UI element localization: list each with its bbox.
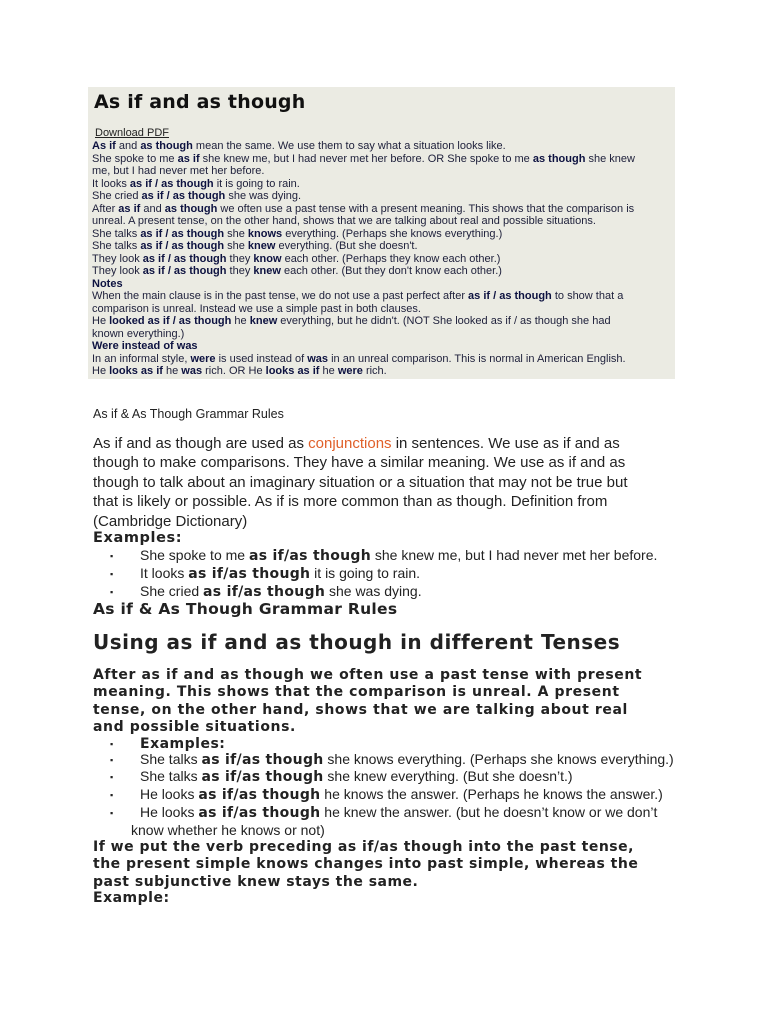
text-span: she was dying. xyxy=(325,583,422,599)
bold-phrase: as if / as though xyxy=(468,290,552,302)
list-item xyxy=(110,547,657,564)
examples2-label: Examples: xyxy=(140,736,226,752)
list-item xyxy=(110,768,573,785)
text-span: (Cambridge Dictionary) xyxy=(93,512,248,530)
paragraph-line xyxy=(93,434,653,453)
bold-phrase: as if xyxy=(118,202,141,215)
paragraph-line: the present simple knows changes into past simple, whereas the xyxy=(93,856,639,873)
text-span: she knew me, but I had never met her before. OR She spoke to me xyxy=(199,152,533,165)
text-span: to show that a xyxy=(551,290,624,302)
bold-phrase: as if / as though xyxy=(140,227,225,240)
bold-phrase: looks as if xyxy=(109,365,163,377)
text-span: they xyxy=(226,265,254,277)
text-span: he xyxy=(162,365,182,377)
text-span: she xyxy=(224,227,248,240)
bold-phrase: knows xyxy=(247,227,283,240)
text-span: Notes xyxy=(92,277,123,290)
bold-phrase: knew xyxy=(253,265,281,277)
box-line xyxy=(92,240,674,253)
text-span: everything. (Perhaps she knows everything.) xyxy=(282,227,503,240)
bold-phrase: as if / as though xyxy=(141,190,226,202)
bold-phrase: as if / as though xyxy=(142,252,227,265)
text-span: though to talk about an imaginary situation or a situation that may not be true but xyxy=(93,473,628,491)
bullet-icon: ▪ xyxy=(110,808,114,819)
text-span: in sentences. We use as if and as xyxy=(391,435,620,452)
text-span: it is going to rain. xyxy=(213,177,300,190)
text-span: She talks xyxy=(92,240,141,252)
paragraph-line xyxy=(93,512,653,531)
bold-phrase: as if/as though xyxy=(198,787,321,803)
text-span: she knew me, but I had never met her before. xyxy=(371,547,658,563)
text-span: He looks xyxy=(140,786,199,802)
bold-phrase: was xyxy=(181,365,203,377)
text-span: and xyxy=(140,202,165,215)
text-span: he knows the answer. (Perhaps he knows the answer.) xyxy=(320,786,663,802)
text-span: everything, but he didn't. (NOT She looked as if / as though she had xyxy=(277,315,611,327)
bold-phrase: as if/as though xyxy=(203,584,326,600)
bold-phrase: as if/as though xyxy=(201,752,324,768)
bold-phrase: As if xyxy=(92,140,116,152)
bold-phrase: as if / as though xyxy=(129,177,214,190)
text-span: known everything.) xyxy=(92,327,185,340)
bullet-icon: ▪ xyxy=(110,739,114,750)
list-item xyxy=(110,786,663,803)
paragraph-line xyxy=(93,473,653,492)
list-item xyxy=(110,583,422,600)
text-span: everything. (But she doesn't. xyxy=(275,240,418,252)
text-span: comparison is unreal. Instead we use a simple past in both clauses. xyxy=(92,302,421,315)
box-line xyxy=(92,228,674,241)
paragraph-line: and possible situations. xyxy=(93,719,296,736)
tenses-heading: Using as if and as though in different Tenses xyxy=(93,630,621,654)
text-span: me, but I had never met her before. xyxy=(92,165,265,177)
text-span: He looks xyxy=(140,804,199,820)
bold-phrase: as if/as though xyxy=(198,805,321,821)
box-line xyxy=(92,365,674,378)
examples-label: Examples: xyxy=(93,530,183,546)
paragraph-line xyxy=(93,492,653,511)
box-line xyxy=(92,265,674,278)
bullet-icon: ▪ xyxy=(110,551,114,562)
text-span: After xyxy=(92,202,119,215)
paragraph-line: tense, on the other hand, shows that we are talking about real xyxy=(93,701,628,718)
text-span: she knows everything. (Perhaps she knows everything.) xyxy=(323,751,674,767)
box-line xyxy=(92,140,674,153)
paragraph-line: past subjunctive knew stays the same. xyxy=(93,873,419,890)
box-line xyxy=(92,203,674,216)
bold-phrase: was xyxy=(307,352,329,365)
section-caption: As if & As Though Grammar Rules xyxy=(93,407,284,421)
box-line xyxy=(92,190,674,203)
grammar-rules-heading: As if & As Though Grammar Rules xyxy=(93,600,398,618)
box-line xyxy=(92,315,674,328)
text-span: It looks xyxy=(140,565,189,581)
text-span: She cried xyxy=(92,190,142,202)
box-subheading xyxy=(92,340,674,353)
box-line xyxy=(92,215,674,228)
text-span: He xyxy=(92,365,110,377)
text-span: she xyxy=(224,240,248,252)
box-line xyxy=(92,178,674,191)
box-line xyxy=(92,253,674,266)
text-span: In an informal style, xyxy=(92,352,191,365)
bold-phrase: as if/as though xyxy=(201,769,324,785)
paragraph-line: After as if and as though we often use a past tense with present xyxy=(93,667,643,683)
examples2-item xyxy=(110,735,225,752)
text-span: she knew everything. (But she doesn’t.) xyxy=(323,768,573,784)
box-line xyxy=(92,290,674,303)
conjunctions-link[interactable]: conjunctions xyxy=(308,435,392,452)
bold-phrase: as if / as though xyxy=(140,240,225,252)
text-span: and xyxy=(115,140,141,152)
bullet-icon: ▪ xyxy=(110,587,114,598)
bold-phrase: looked as if / as though xyxy=(109,315,232,327)
text-span: though to make comparisons. They have a similar meaning. We use as if and as xyxy=(93,454,626,472)
box-line xyxy=(92,303,674,316)
text-span: rich. OR He xyxy=(202,365,266,377)
bold-phrase: as if/as though xyxy=(248,548,371,564)
example-label: Example: xyxy=(93,890,170,906)
text-span: She talks xyxy=(140,768,202,784)
bold-phrase: as though xyxy=(164,202,218,215)
box-line xyxy=(92,153,674,166)
bold-phrase: knew xyxy=(249,315,278,327)
text-span: They look xyxy=(92,252,143,265)
bold-phrase: as if / as though xyxy=(142,265,227,277)
bold-phrase: knew xyxy=(247,240,276,252)
text-span: It looks xyxy=(92,177,130,190)
box-title: As if and as though xyxy=(94,91,306,113)
text-span: He xyxy=(92,315,110,327)
paragraph-line: meaning. This shows that the comparison is unreal. A present xyxy=(93,684,620,701)
box-subheading xyxy=(92,278,674,291)
bullet-icon: ▪ xyxy=(110,772,114,783)
text-span: we often use a past tense with a present meaning. This shows that the comparison is xyxy=(217,202,635,215)
text-span: he xyxy=(319,365,338,377)
text-span: mean the same. We use them to say what a situation looks like. xyxy=(192,140,506,152)
download-pdf-link[interactable]: Download PDF xyxy=(95,127,169,139)
text-span: he knew the answer. (but he doesn’t know or we don’t xyxy=(320,804,658,820)
text-span: She spoke to me xyxy=(92,152,178,165)
download-preview-box xyxy=(88,87,675,379)
bullet-icon: ▪ xyxy=(110,790,114,801)
text-span: She talks xyxy=(92,227,141,240)
tenses-paragraph xyxy=(93,667,683,737)
text-span: she was dying. xyxy=(225,190,302,202)
text-span: each other. (But they don't know each other.) xyxy=(280,265,502,277)
text-span: They look xyxy=(92,265,143,277)
bold-phrase: know xyxy=(253,252,282,265)
past-tense-paragraph xyxy=(93,839,683,891)
bold-phrase: as though xyxy=(532,152,586,165)
text-span: rich. xyxy=(362,365,387,377)
bold-phrase: as though xyxy=(140,140,193,152)
paragraph-line: If we put the verb preceding as if/as though into the past tense, xyxy=(93,839,634,855)
text-span: Were instead of was xyxy=(92,340,198,352)
text-span: he xyxy=(231,315,250,327)
bold-phrase: were xyxy=(190,352,216,365)
list-item xyxy=(110,565,420,582)
text-span: is used instead of xyxy=(215,352,308,365)
bold-phrase: looks as if xyxy=(265,365,320,377)
text-span: She spoke to me xyxy=(140,547,249,563)
list-item xyxy=(110,751,674,768)
text-span: As if and as though are used as xyxy=(93,435,309,452)
text-span: She cried xyxy=(140,583,204,599)
bold-phrase: as if xyxy=(177,152,200,165)
box-line xyxy=(92,328,674,341)
list-item-continuation: know whether he knows or not) xyxy=(131,822,325,838)
text-span: unreal. A present tense, on the other hand, shows that we are talking about real and possible situations. xyxy=(92,215,596,227)
text-span: she knew xyxy=(585,152,635,165)
text-span: in an unreal comparison. This is normal in American English. xyxy=(328,352,626,365)
text-span: When the main clause is in the past tense, we do not use a past perfect after xyxy=(92,290,469,302)
text-span: each other. (Perhaps they know each other.) xyxy=(281,252,501,265)
bold-phrase: as if/as though xyxy=(188,566,311,582)
intro-paragraph xyxy=(93,434,653,531)
text-span: She talks xyxy=(140,751,202,767)
paragraph-line xyxy=(93,453,653,472)
bullet-icon: ▪ xyxy=(110,569,114,580)
box-line xyxy=(92,165,674,178)
text-span: they xyxy=(226,252,254,265)
bullet-icon: ▪ xyxy=(110,755,114,766)
bold-phrase: were xyxy=(337,365,363,377)
text-span: it is going to rain. xyxy=(310,565,421,581)
text-span: that is likely or possible. As if is more common than as though. Definition from xyxy=(93,493,608,511)
box-line xyxy=(92,353,674,366)
list-item xyxy=(110,804,657,821)
